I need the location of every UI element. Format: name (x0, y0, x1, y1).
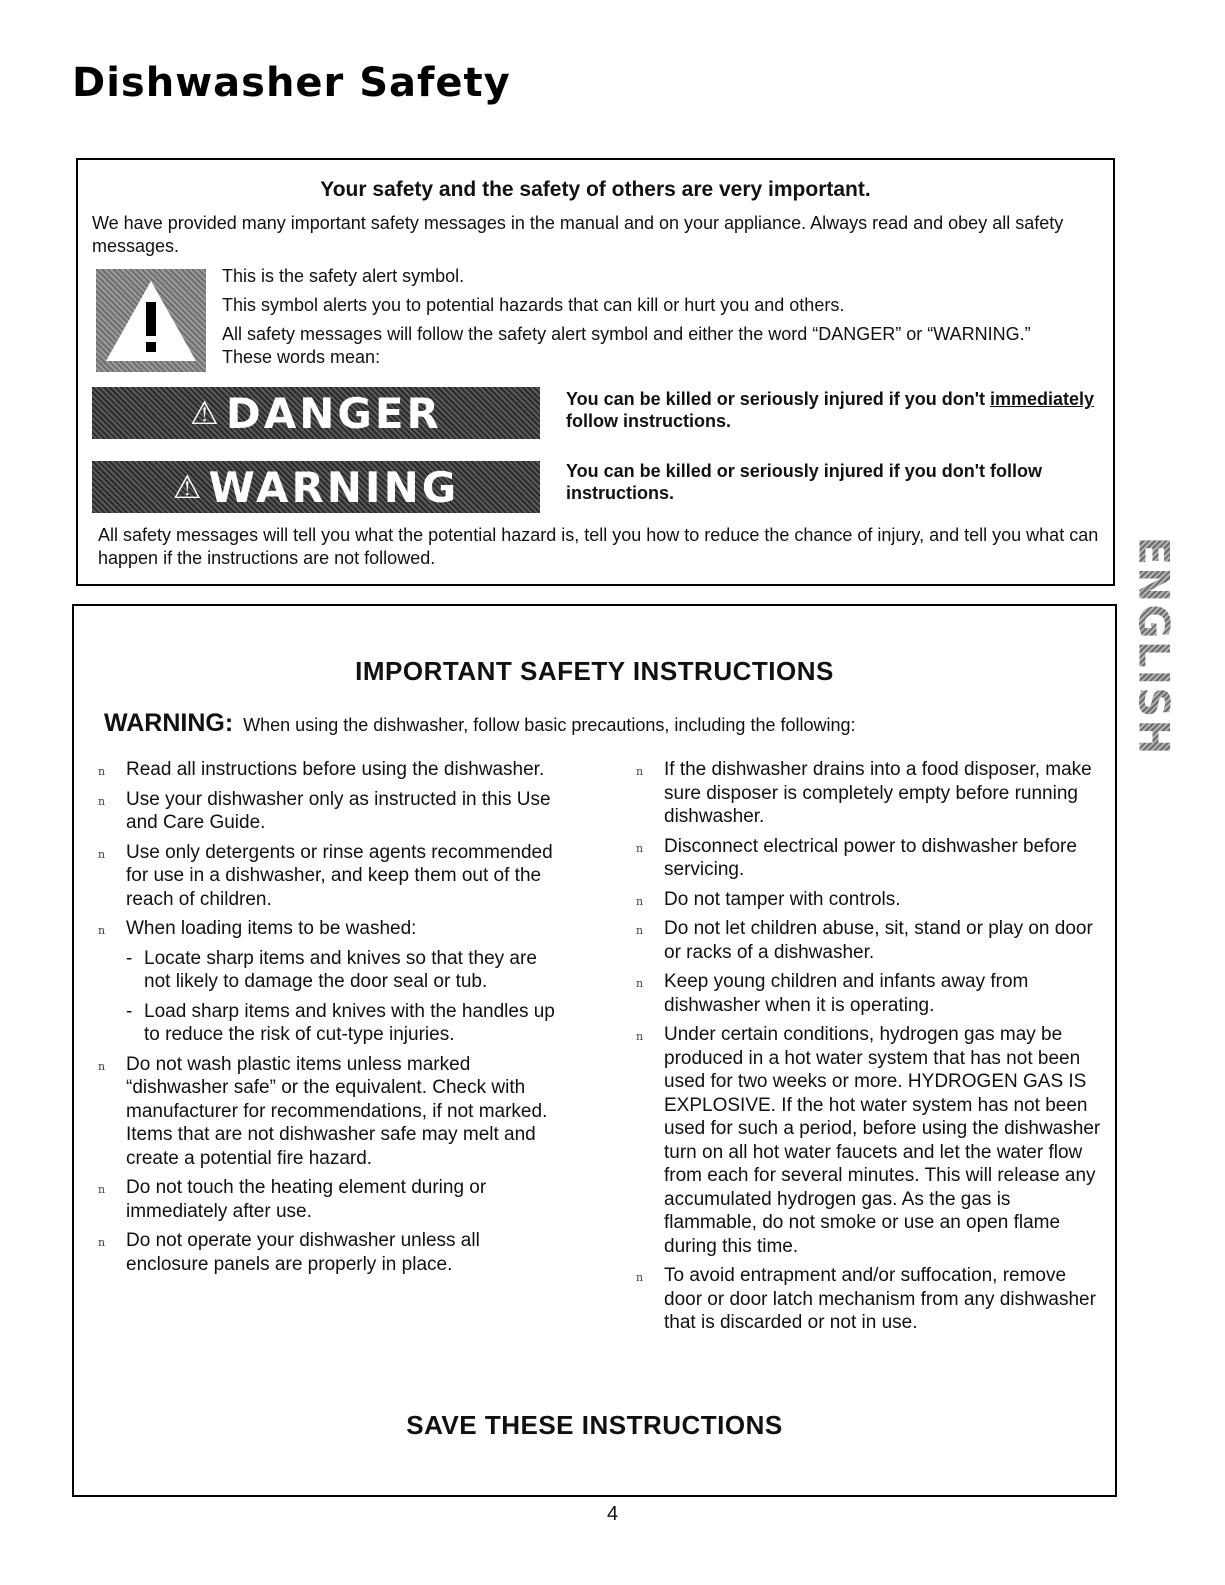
list-item (634, 835, 1104, 882)
list-item-text: Do not touch the heating element during or immediately after use. (126, 1177, 487, 1222)
sub-item-text: Load sharp items and knives with the handles up to reduce the risk of cut-type injuries. (144, 1000, 555, 1045)
warning-signal-word (92, 461, 540, 513)
language-tab-label: ENGLISH (1129, 535, 1179, 757)
bullet-glyph: n (636, 977, 644, 990)
bullet-glyph: n (98, 1059, 106, 1073)
bullet-glyph: n (98, 924, 106, 937)
list-item-text: Keep young children and infants away from dishwasher when it is operating. (664, 971, 1029, 1016)
list-item-text: Do not wash plastic items unless marked “dishwasher safe” or the equivalent. Check with manufacturer for recommendations, if not marked. Items that are not dishwasher safe may melt and create a potential fire hazard. (126, 1053, 548, 1169)
list-item (634, 970, 1104, 1017)
instructions-right-column (634, 758, 1104, 1341)
list-item (634, 1264, 1104, 1335)
danger-text-end: follow instructions. (566, 411, 731, 431)
list-item (96, 1229, 566, 1276)
bullet-glyph: n (98, 794, 106, 808)
list-item (96, 1053, 566, 1171)
danger-meaning (566, 388, 1106, 432)
warning-statement-text: When using the dishwasher, follow basic precautions, including the following: (243, 715, 856, 735)
sub-list-item (96, 947, 566, 994)
safety-message-box (76, 158, 1115, 586)
bullet-glyph: n (636, 894, 644, 908)
danger-signal-word (92, 387, 540, 439)
alert-line: This is the safety alert symbol. (222, 266, 465, 286)
list-item (634, 1023, 1104, 1258)
list-item-text: Use your dishwasher only as instructed in this Use and Care Guide. (126, 788, 551, 833)
instructions-left-column (96, 758, 566, 1282)
bullet-glyph: n (98, 1236, 106, 1249)
list-item (634, 917, 1104, 964)
alert-description (222, 265, 1082, 375)
instructions-heading: IMPORTANT SAFETY INSTRUCTIONS (355, 656, 834, 686)
warning-meaning: You can be killed or seriously injured if you don't follow instructions. (566, 461, 1042, 503)
sub-item-text: Locate sharp items and knives so that they are not likely to damage the door seal or tub. (144, 947, 537, 992)
bullet-glyph: n (98, 847, 106, 861)
list-item-text: Do not operate your dishwasher unless all enclosure panels are properly in place. (126, 1230, 480, 1275)
list-item (634, 888, 1104, 912)
bullet-glyph: n (636, 765, 644, 778)
warning-label: WARNING (208, 462, 460, 512)
dash-marker: - (126, 947, 133, 969)
list-item-text: Under certain conditions, hydrogen gas may be produced in a hot water system that has not been used for two weeks or more. HYDROGEN GAS IS EXPLOSIVE. If the hot water system has not been used for such a period, before using the dishwasher turn on all hot water faucets and let the water flow from each for several minutes. This will release any accumulated hydrogen gas. As the gas is flammable, do not smoke or use an open flame during this time. (664, 1024, 1101, 1257)
list-item-text: Read all instructions before using the dishwasher. (126, 759, 545, 780)
safety-outro: All safety messages will tell you what the potential hazard is, tell you how to reduce the chance of injury, and tell you what can happen if the instructions are not followed. (98, 525, 1099, 568)
bullet-glyph: n (636, 841, 644, 855)
warning-triangle-icon (96, 269, 206, 372)
safety-heading: Your safety and the safety of others are very important. (320, 178, 871, 201)
bullet-glyph: n (636, 1030, 644, 1043)
bullet-glyph: n (636, 924, 644, 937)
list-item-text: Disconnect electrical power to dishwasher before servicing. (664, 835, 1077, 880)
alert-triangle-icon: ⚠ (172, 468, 205, 506)
list-item-text: When loading items to be washed: (126, 918, 417, 939)
list-item (96, 841, 566, 912)
warning-statement-label: WARNING: (104, 709, 234, 737)
warning-statement (104, 709, 1094, 738)
list-item-text: Use only detergents or rinse agents recommended for use in a dishwasher, and keep them out of the reach of children. (126, 841, 553, 910)
language-tab (1124, 535, 1184, 757)
list-item (96, 758, 566, 782)
danger-emphasis: immediately (990, 389, 1095, 409)
safety-intro: We have provided many important safety messages in the manual and on your appliance. Always read and obey all safety messages. (92, 213, 1064, 256)
page-number: 4 (606, 1503, 619, 1525)
list-item (96, 788, 566, 835)
list-item (96, 917, 566, 941)
bullet-glyph: n (98, 1183, 106, 1196)
alert-line: All safety messages will follow the safety alert symbol and either the word “DANGER” or “WARNING.” These words mean: (222, 324, 1031, 367)
alert-line: This symbol alerts you to potential hazards that can kill or hurt you and others. (222, 295, 845, 315)
danger-label: DANGER (225, 388, 442, 438)
instructions-box (72, 604, 1117, 1497)
list-item-text: Do not tamper with controls. (664, 888, 901, 910)
danger-text: You can be killed or seriously injured if you don't (566, 389, 991, 409)
list-item-text: Do not let children abuse, sit, stand or play on door or racks of a dishwasher. (664, 918, 1093, 963)
alert-triangle-icon: ⚠ (190, 394, 222, 432)
sub-list-item (96, 1000, 566, 1047)
save-instructions-footer: SAVE THESE INSTRUCTIONS (406, 1410, 783, 1440)
bullet-glyph: n (636, 1271, 644, 1284)
bullet-glyph: n (98, 765, 106, 778)
page-title: Dishwasher Safety (72, 60, 511, 106)
list-item (96, 1176, 566, 1223)
list-item-text: To avoid entrapment and/or suffocation, remove door or door latch mechanism from any dishwasher that is discarded or not in use. (664, 1265, 1096, 1333)
list-item (634, 758, 1104, 829)
list-item-text: If the dishwasher drains into a food disposer, make sure disposer is completely empty before running dishwasher. (664, 759, 1092, 827)
dash-marker: - (126, 1000, 133, 1022)
